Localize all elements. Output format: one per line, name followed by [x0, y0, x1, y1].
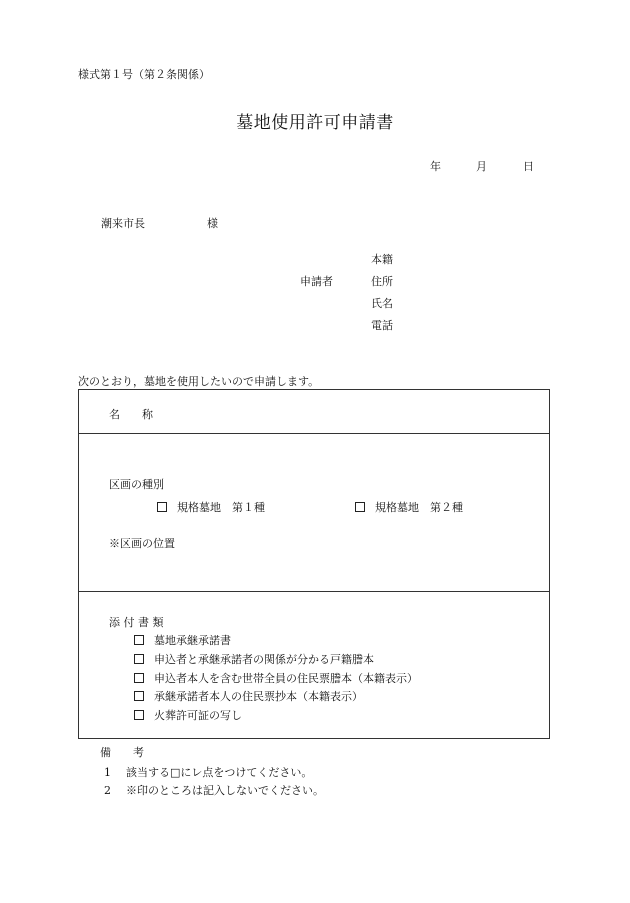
note-text: ※印のところは記入しないでください。 [126, 784, 324, 797]
attachment-label: 申込者本人を含む世帯全員の住民票謄本（本籍表示） [154, 672, 418, 685]
document-title: 墓地使用許可申請書 [236, 113, 394, 133]
notes-title: 備 考 [100, 746, 144, 759]
applicant-label: 申請者 [300, 275, 333, 288]
applicant-field-phone: 電話 [371, 319, 393, 332]
application-table [78, 389, 550, 739]
cemetery-name-label: 名 称 [109, 408, 153, 421]
checkbox-icon[interactable] [134, 673, 144, 683]
attachments-label: 添 付 書 類 [109, 616, 164, 629]
note-number: 1 [104, 766, 111, 779]
note-number: 2 [104, 784, 111, 797]
date-day-label: 日 [523, 160, 534, 173]
attachment-label: 承継承諾者本人の住民票抄本（本籍表示） [154, 690, 363, 703]
table-divider [79, 433, 549, 434]
date-year-label: 年 [430, 160, 441, 173]
checkbox-icon[interactable] [134, 691, 144, 701]
applicant-field-address: 住所 [371, 275, 393, 288]
checkbox-icon[interactable] [134, 635, 144, 645]
addressee-honorific: 様 [207, 217, 218, 230]
note-item [104, 782, 324, 798]
attachment-item[interactable] [134, 632, 231, 648]
application-statement: 次のとおり，墓地を使用したいので申請します。 [78, 375, 320, 388]
date-month-label: 月 [476, 160, 487, 173]
checkbox-icon[interactable] [157, 502, 167, 512]
plot-option-type1[interactable] [157, 499, 265, 515]
plot-location-label: ※区画の位置 [109, 537, 175, 550]
applicant-field-name: 氏名 [371, 297, 393, 310]
table-divider [79, 591, 549, 592]
note-item [104, 764, 312, 780]
form-number: 様式第１号（第２条関係） [78, 68, 210, 81]
addressee-name: 潮来市長 [101, 217, 145, 230]
attachment-item[interactable] [134, 670, 418, 686]
attachment-item[interactable] [134, 651, 374, 667]
attachment-label: 火葬許可証の写し [154, 709, 242, 722]
attachment-label: 墓地承継承諾書 [154, 634, 231, 647]
plot-option-label: 規格墓地 第２種 [375, 501, 463, 514]
plot-option-type2[interactable] [355, 499, 463, 515]
applicant-field-domicile: 本籍 [371, 253, 393, 266]
plot-option-label: 規格墓地 第１種 [177, 501, 265, 514]
attachment-label: 申込者と承継承諾者の関係が分かる戸籍謄本 [154, 653, 374, 666]
checkbox-icon[interactable] [134, 710, 144, 720]
checkbox-icon[interactable] [355, 502, 365, 512]
checkbox-icon[interactable] [134, 654, 144, 664]
attachment-item[interactable] [134, 688, 363, 704]
attachment-item[interactable] [134, 707, 242, 723]
note-text: 該当する□にレ点をつけてください。 [126, 766, 313, 779]
plot-type-label: 区画の種別 [109, 478, 164, 491]
